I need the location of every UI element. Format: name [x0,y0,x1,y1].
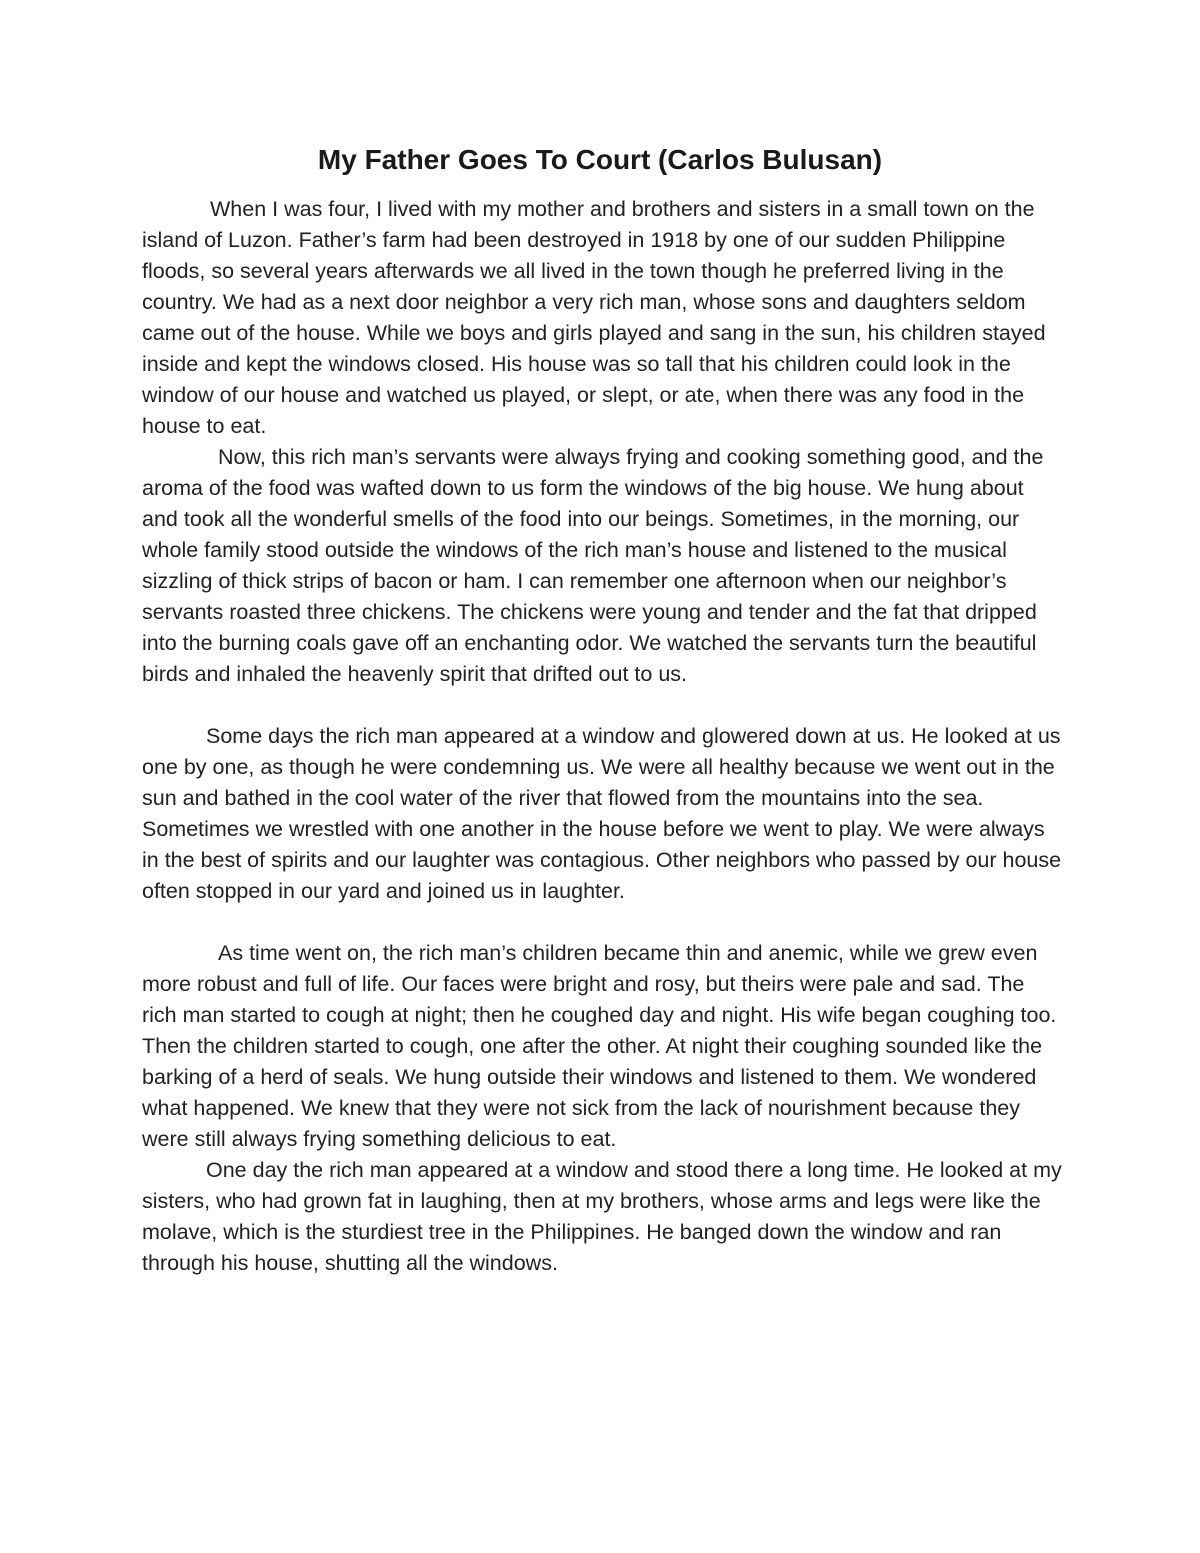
paragraph-3: Some days the rich man appeared at a window and glowered down at us. He looked at us one by one, as though he were condemning us. We were all healthy because we went out in the sun and bathed in the cool water of the river that flowed from the mountains into the sea. Sometimes we wrestled with one another in the house before we went to play. We were always in the best of spirits and our laughter was contagious. Other neighbors who passed by our house often stopped in our yard and joined us in laughter. [142,724,1062,903]
paragraph-1: When I was four, I lived with my mother and brothers and sisters in a small town on the island of Luzon. Father’s farm had been destroyed in 1918 by one of our sudden Philippine floods, so several years afterwards we all lived in the town though he preferred living in the country. We had as a next door neighbor a very rich man, whose sons and daughters seldom came out of the house. While we boys and girls played and sang in the sun, his children stayed inside and kept the windows closed. His house was so tall that his children could look in the window of our house and watched us played, or slept, or ate, when there was any food in the house to eat. [142,197,1046,438]
paragraph-4: As time went on, the rich man’s children became thin and anemic, while we grew even more robust and full of life. Our faces were bright and rosy, but theirs were pale and sad. The rich man started to cough at night; then he coughed day and night. His wife began coughing too. Then the children started to cough, one after the other. At night their coughing sounded like the barking of a herd of seals. We hung outside their windows and listened to them. We wondered what happened. We knew that they were not sick from the lack of nourishment because they were still always frying something delicious to eat. [142,941,1057,1151]
paragraph-5: One day the rich man appeared at a window and stood there a long time. He looked at my sisters, who had grown fat in laughing, then at my brothers, whose arms and legs were like the molave, which is the sturdiest tree in the Philippines. He banged down the window and ran through his house, shutting all the windows. [142,1158,1062,1275]
paragraph-2: Now, this rich man’s servants were always frying and cooking something good, and the aroma of the food was wafted down to us form the windows of the big house. We hung about and took all the wonderful smells of the food into our beings. Sometimes, in the morning, our whole family stood outside the windows of the rich man’s house and listened to the musical sizzling of thick strips of bacon or ham. I can remember one afternoon when our neighbor’s servants roasted three chickens. The chickens were young and tender and the fat that dripped into the burning coals gave off an enchanting odor. We watched the servants turn the beautiful birds and inhaled the heavenly spirit that drifted out to us. [142,445,1044,686]
page-title: My Father Goes To Court (Carlos Bulusan) [317,144,883,175]
story-body [142,194,1062,1279]
